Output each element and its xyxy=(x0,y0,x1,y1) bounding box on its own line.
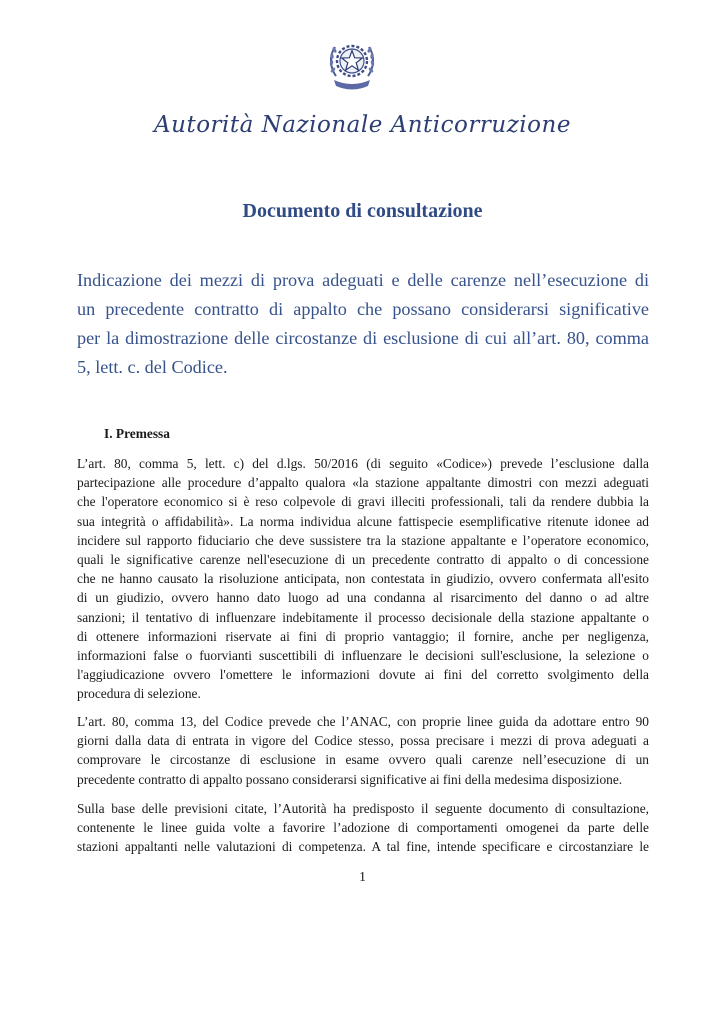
paragraph-line: L’art. 80, comma 13, del Codice prevede che l’ANAC, con proprie linee guida da adottare entro 90 xyxy=(77,714,649,729)
italian-republic-emblem-icon xyxy=(326,36,378,94)
paragraph-premessa-1 xyxy=(77,454,649,704)
paragraph-line: che l'operatore economico si è reso colpevole di gravi illeciti professionali, tali da rendere dubbia la xyxy=(77,494,649,510)
paragraph-line: procedura di selezione. xyxy=(77,686,201,702)
subtitle-line: 5, lett. c. del Codice. xyxy=(77,357,228,377)
subtitle-line: un precedente contratto di appalto che possano considerarsi significative xyxy=(77,299,649,319)
paragraph-line: che ne hanno causato la risoluzione anticipata, non contestata in giudizio, ovvero confermata all'esito xyxy=(77,571,649,587)
paragraph-line: Sulla base delle previsioni citate, l’Autorità ha predisposto il seguente documento di consultazione, xyxy=(77,801,649,816)
paragraph-premessa-3 xyxy=(77,799,649,857)
paragraph-line: contenente le linee guida volte a favorire l’adozione di comportamenti omogenei da parte delle xyxy=(77,820,649,836)
paragraph-line: informazioni false o fuorvianti suscettibili di influenzare le decisioni sull'esclusione, la selezione o xyxy=(77,648,649,664)
page-number: 1 xyxy=(359,870,366,885)
subtitle-line: per la dimostrazione delle circostanze di esclusione di cui all’art. 80, comma xyxy=(77,328,649,348)
paragraph-line: quali le significative carenze nell'esecuzione di un precedente contratto di appalto o di concessione xyxy=(77,552,649,568)
paragraph-line: sua integrità o affidabilità». La norma individua alcune fattispecie esemplificative ritenute idonee ad xyxy=(77,513,649,529)
document-subtitle xyxy=(77,266,649,382)
paragraph-line: di ottenere informazioni riservate ai fini di proprio vantaggio; il fornire, anche per negligenza, xyxy=(77,628,649,644)
authority-name: Autorità Nazionale Anticorruzione xyxy=(154,112,571,138)
paragraph-line: giorni dalla data di entrata in vigore del Codice stesso, possa precisare i mezzi di prova adeguati a xyxy=(77,733,649,749)
paragraph-line: di un giudizio, ovvero hanno dato luogo ad una condanna al risarcimento del danno o ad altre xyxy=(77,590,649,606)
paragraph-line: precedente contratto di appalto possano considerarsi significative ai fini della medesima disposizione. xyxy=(77,771,623,787)
paragraph-line: stazioni appaltanti nelle valutazioni di competenza. A tal fine, intende specificare e circostanziare le xyxy=(77,839,649,855)
paragraph-line: partecipazione alle procedure d’appalto qualora «la stazione appaltante dimostri con mezzi adeguati xyxy=(77,475,649,491)
paragraph-line: comprovare le circostanze di esclusione in esame ovvero quali carenze nell’esecuzione di un xyxy=(77,752,649,768)
paragraph-line: L’art. 80, comma 5, lett. c) del d.lgs. 50/2016 (di seguito «Codice») prevede l’esclusione dalla xyxy=(77,456,649,471)
paragraph-line: l'aggiudicazione ovvero l'omettere le informazioni dovute ai fini del corretto svolgimento della xyxy=(77,667,649,683)
paragraph-line: incidere sul rapporto fiduciario che deve sussistere tra la stazione appaltante e l’operatore economico, xyxy=(77,532,649,548)
section-heading: I. Premessa xyxy=(104,426,170,441)
subtitle-line: Indicazione dei mezzi di prova adeguati e delle carenze nell’esecuzione di xyxy=(77,270,649,290)
document-title: Documento di consultazione xyxy=(242,200,483,222)
paragraph-premessa-2 xyxy=(77,712,649,789)
paragraph-line: sanzioni; il tentativo di influenzare indebitamente il processo decisionale della stazione appaltante o xyxy=(77,609,649,625)
